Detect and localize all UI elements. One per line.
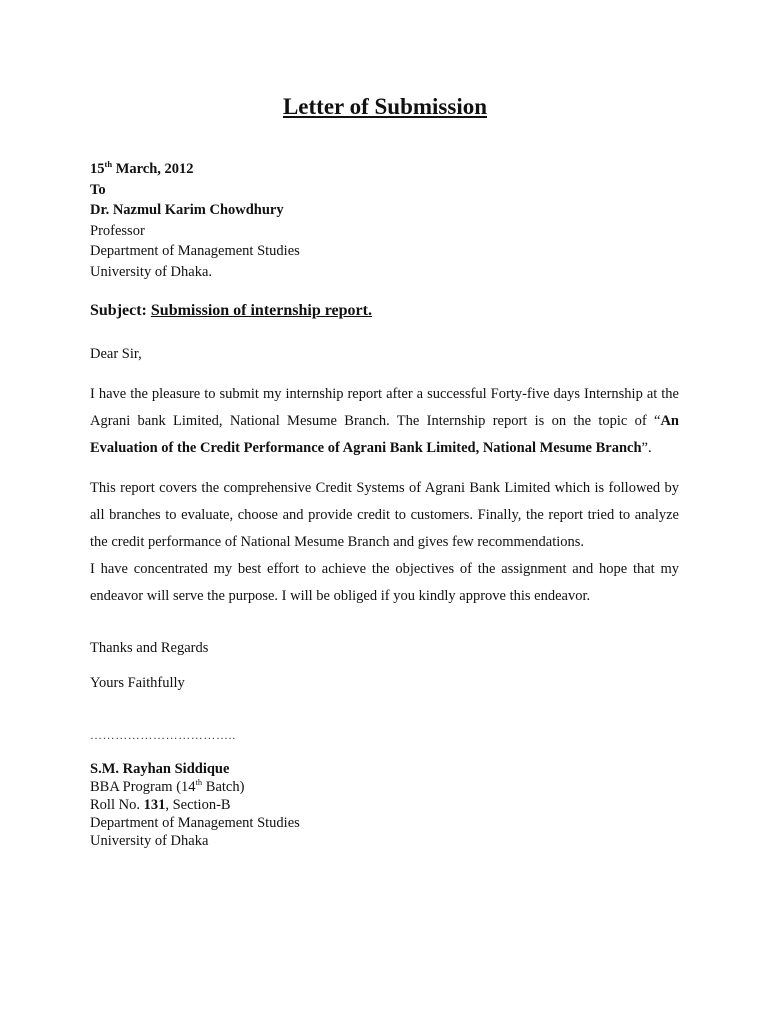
paragraph-effort: I have concentrated my best effort to achieve the objectives of the assignment and hope that my endeavor will serve the purpose. I will be obliged if you kindly approve this endeavor. — [90, 561, 679, 604]
subject-text: Submission of internship report. — [150, 302, 372, 319]
recipient-university: University of Dhaka. — [90, 263, 213, 280]
sender-roll-label: Roll No. — [90, 797, 144, 813]
page-title: Letter of Submission — [282, 94, 488, 119]
closing-faithfully: Yours Faithfully — [90, 675, 185, 691]
signature-line: …………………………….. — [90, 728, 236, 742]
sender-program — [90, 778, 300, 796]
sender-block — [90, 760, 300, 850]
closing-thanks: Thanks and Regards — [90, 640, 209, 656]
recipient-block — [90, 159, 300, 282]
sender-department: Department of Management Studies — [90, 815, 300, 831]
recipient-position: Professor — [90, 222, 145, 239]
date-day: 15 — [90, 161, 105, 177]
paragraph-report-scope: This report covers the comprehensive Credit Systems of Agrani Bank Limited which is followed by all branches to evaluate, choose and provide credit to customers. Finally, the report tried to analyze the credit performance of National Mesume Branch and gives few recommendations. — [90, 480, 679, 550]
sender-program-batch: Batch) — [202, 779, 245, 795]
sender-roll-number: 131 — [143, 797, 166, 813]
letter-date — [90, 159, 300, 180]
sender-name: S.M. Rayhan Siddique — [90, 761, 230, 777]
recipient-department: Department of Management Studies — [90, 243, 300, 259]
date-rest: March, 2012 — [112, 161, 194, 177]
recipient-name: Dr. Nazmul Karim Chowdhury — [90, 202, 284, 218]
subject-label: Subject: — [90, 302, 147, 319]
sender-program-text: BBA Program (14 — [90, 779, 196, 795]
paragraph-intro — [90, 381, 679, 462]
date-suffix: th — [104, 159, 113, 169]
report-topic: An Evaluation of the Credit Performance of Agrani Bank Limited, National Mesume Branch — [90, 413, 679, 456]
subject-line — [90, 302, 372, 320]
sender-university: University of Dhaka — [90, 833, 209, 849]
paragraph-intro-text: I have the pleasure to submit my internship report after a successful Forty-five days Internship at the Agrani bank Limited, National Mesume Branch. The Internship report is on the topic of “ — [90, 386, 679, 429]
sender-program-sup: th — [195, 777, 203, 787]
recipient-to: To — [90, 181, 106, 198]
salutation: Dear Sir, — [90, 346, 142, 362]
paragraph-intro-end: ”. — [641, 440, 652, 456]
sender-section: , Section-B — [165, 797, 231, 813]
sender-roll — [90, 796, 300, 814]
